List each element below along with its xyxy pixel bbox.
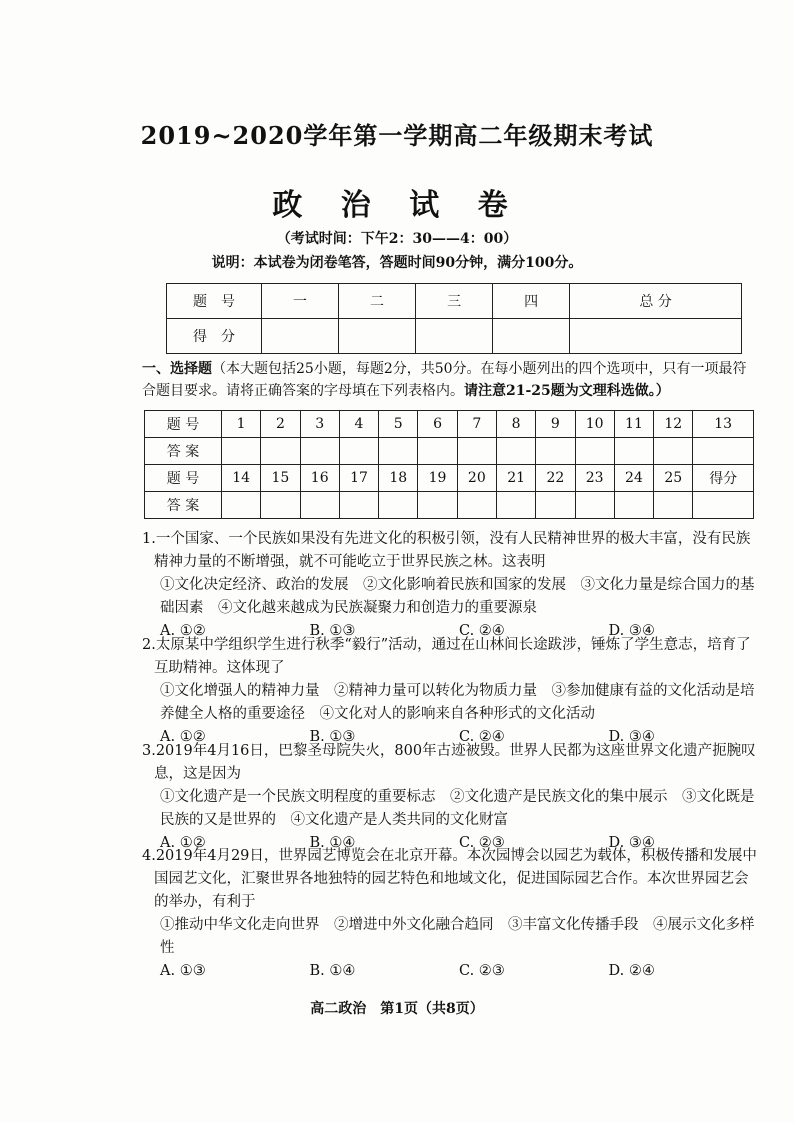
score-header-1: 一 xyxy=(262,284,339,319)
answer-label-a: 答 案 xyxy=(145,438,222,465)
question xyxy=(142,528,758,643)
answer-qnum: 8 xyxy=(496,411,535,438)
answer-qnum: 17 xyxy=(339,465,378,492)
question xyxy=(142,740,758,855)
answer-cell[interactable] xyxy=(575,492,614,519)
answer-qnum: 11 xyxy=(614,411,653,438)
score-cell[interactable] xyxy=(493,319,570,354)
answer-qnum: 10 xyxy=(575,411,614,438)
score-header-label: 题 号 xyxy=(167,284,262,319)
question-stem: 2.太原某中学组织学生进行秋季“毅行”活动，通过在山林间长途跋涉，锤炼了学生意志，培育了互助精神。这体现了 xyxy=(142,637,751,676)
answer-table xyxy=(144,410,754,519)
answer-qnum: 22 xyxy=(536,465,575,492)
answer-qnum: 1 xyxy=(222,411,261,438)
score-row-label: 得 分 xyxy=(167,319,262,354)
option[interactable]: C. ②③ xyxy=(459,835,505,851)
score-header-3: 三 xyxy=(416,284,493,319)
answer-qnum: 2 xyxy=(261,411,300,438)
option[interactable]: C. ②④ xyxy=(459,623,505,639)
answer-cell[interactable] xyxy=(496,438,535,465)
option[interactable]: B. ①③ xyxy=(309,729,356,745)
option[interactable]: D. ③④ xyxy=(608,835,655,851)
question-stem: 3.2019年4月16日，巴黎圣母院失火，800年古迹被毁。世界人民都为这座世界文化遗产扼腕叹息，这是因为 xyxy=(142,743,756,782)
option[interactable]: D. ③④ xyxy=(608,729,655,745)
option[interactable]: A. ①② xyxy=(160,729,206,745)
answer-qnum: 21 xyxy=(496,465,535,492)
answer-cell[interactable] xyxy=(496,492,535,519)
answer-label-q: 题 号 xyxy=(145,411,222,438)
question-statements: ①文化决定经济、政治的发展 ②文化影响着民族和国家的发展 ③文化力量是综合国力的基础因素 ④文化越来越成为民族凝聚力和创造力的重要源泉 xyxy=(160,577,755,616)
answer-cell[interactable] xyxy=(261,492,300,519)
option[interactable]: D. ③④ xyxy=(608,623,655,639)
answer-cell[interactable] xyxy=(418,438,457,465)
answer-qnum: 13 xyxy=(693,411,754,438)
score-header-2: 二 xyxy=(339,284,416,319)
question-statements: ①文化增强人的精神力量 ②精神力量可以转化为物质力量 ③参加健康有益的文化活动是培养健全人格的重要途径 ④文化对人的影响来自各种形式的文化活动 xyxy=(160,683,755,722)
answer-cell[interactable] xyxy=(614,492,653,519)
question-stem: 1.一个国家、一个民族如果没有先进文化的积极引领，没有人民精神世界的极大丰富，没有民族精神力量的不断增强，就不可能屹立于世界民族之林。这表明 xyxy=(142,531,751,570)
option[interactable]: B. ①③ xyxy=(309,623,356,639)
answer-cell[interactable] xyxy=(222,438,261,465)
answer-cell[interactable] xyxy=(457,492,496,519)
answer-cell[interactable] xyxy=(457,438,496,465)
option[interactable]: B. ①④ xyxy=(309,835,356,851)
answer-qnum: 7 xyxy=(457,411,496,438)
answer-qnum: 12 xyxy=(654,411,693,438)
answer-cell[interactable] xyxy=(379,438,418,465)
answer-cell[interactable] xyxy=(300,492,339,519)
answer-cell[interactable] xyxy=(261,438,300,465)
question-options xyxy=(142,960,758,983)
option[interactable]: C. ②④ xyxy=(459,729,505,745)
option[interactable]: A. ①② xyxy=(160,835,206,851)
answer-cell[interactable] xyxy=(654,438,693,465)
option[interactable]: A. ①③ xyxy=(160,963,206,979)
section-bold-note: 请注意21-25题为文理科选做。） xyxy=(464,383,670,399)
page-footer: 高二政治 第1页（共8页） xyxy=(310,1001,484,1017)
answer-cell[interactable] xyxy=(654,492,693,519)
answer-qnum: 4 xyxy=(339,411,378,438)
answer-cell[interactable] xyxy=(339,438,378,465)
option[interactable]: B. ①④ xyxy=(309,963,356,979)
option[interactable]: A. ①② xyxy=(160,623,206,639)
answer-qnum: 24 xyxy=(614,465,653,492)
question xyxy=(142,845,758,983)
score-table xyxy=(166,283,742,354)
answer-qnum: 16 xyxy=(300,465,339,492)
score-cell[interactable] xyxy=(416,319,493,354)
answer-qnum: 3 xyxy=(300,411,339,438)
score-cell[interactable] xyxy=(570,319,742,354)
question xyxy=(142,634,758,749)
answer-cell[interactable] xyxy=(693,438,754,465)
exam-title: 2019~2020学年第一学期高二年级期末考试 xyxy=(140,121,654,150)
answer-label-a: 答 案 xyxy=(145,492,222,519)
answer-qnum: 14 xyxy=(222,465,261,492)
answer-qnum: 23 xyxy=(575,465,614,492)
answer-qnum: 9 xyxy=(536,411,575,438)
question-statements: ①文化遗产是一个民族文明程度的重要标志 ②文化遗产是民族文化的集中展示 ③文化既是民族的又是世界的 ④文化遗产是人类共同的文化财富 xyxy=(160,789,755,828)
answer-cell[interactable] xyxy=(222,492,261,519)
answer-cell[interactable] xyxy=(418,492,457,519)
score-cell[interactable] xyxy=(339,319,416,354)
answer-qnum: 6 xyxy=(418,411,457,438)
answer-cell[interactable] xyxy=(339,492,378,519)
answer-qnum: 20 xyxy=(457,465,496,492)
section-instructions xyxy=(142,358,758,402)
answer-qnum: 25 xyxy=(654,465,693,492)
question-statements: ①推动中华文化走向世界 ②增进中外文化融合趋同 ③丰富文化传播手段 ④展示文化多样性 xyxy=(160,917,755,956)
answer-qnum: 得分 xyxy=(693,465,754,492)
option[interactable]: C. ②③ xyxy=(459,963,505,979)
section-text: （本大题包括25小题，每题2分，共50分。在每小题列出的四个选项中，只有一项最符合题目要求。请将正确答案的字母填在下列表格内。 xyxy=(142,361,747,399)
answer-cell[interactable] xyxy=(536,438,575,465)
answer-cell[interactable] xyxy=(693,492,754,519)
score-cell[interactable] xyxy=(262,319,339,354)
answer-cell[interactable] xyxy=(575,438,614,465)
option[interactable]: D. ②④ xyxy=(608,963,655,979)
answer-cell[interactable] xyxy=(379,492,418,519)
question-stem: 4.2019年4月29日，世界园艺博览会在北京开幕。本次园博会以园艺为载体，积极传播和发展中国园艺文化，汇聚世界各地独特的园艺特色和地域文化，促进国际园艺合作。本次世界园艺会的举办，有利于 xyxy=(142,848,757,910)
answer-qnum: 5 xyxy=(379,411,418,438)
answer-cell[interactable] xyxy=(536,492,575,519)
answer-qnum: 15 xyxy=(261,465,300,492)
answer-cell[interactable] xyxy=(614,438,653,465)
answer-qnum: 19 xyxy=(418,465,457,492)
answer-label-q: 题 号 xyxy=(145,465,222,492)
score-header-total: 总 分 xyxy=(570,284,742,319)
exam-time: （考试时间：下午2：30——4：00） xyxy=(276,231,518,247)
subject-title: 政 治 试 卷 xyxy=(272,188,522,223)
score-header-4: 四 xyxy=(493,284,570,319)
answer-qnum: 18 xyxy=(379,465,418,492)
answer-cell[interactable] xyxy=(300,438,339,465)
section-heading: 一、选择题 xyxy=(142,361,212,377)
exam-note: 说明：本试卷为闭卷笔答，答题时间90分钟，满分100分。 xyxy=(211,255,583,271)
